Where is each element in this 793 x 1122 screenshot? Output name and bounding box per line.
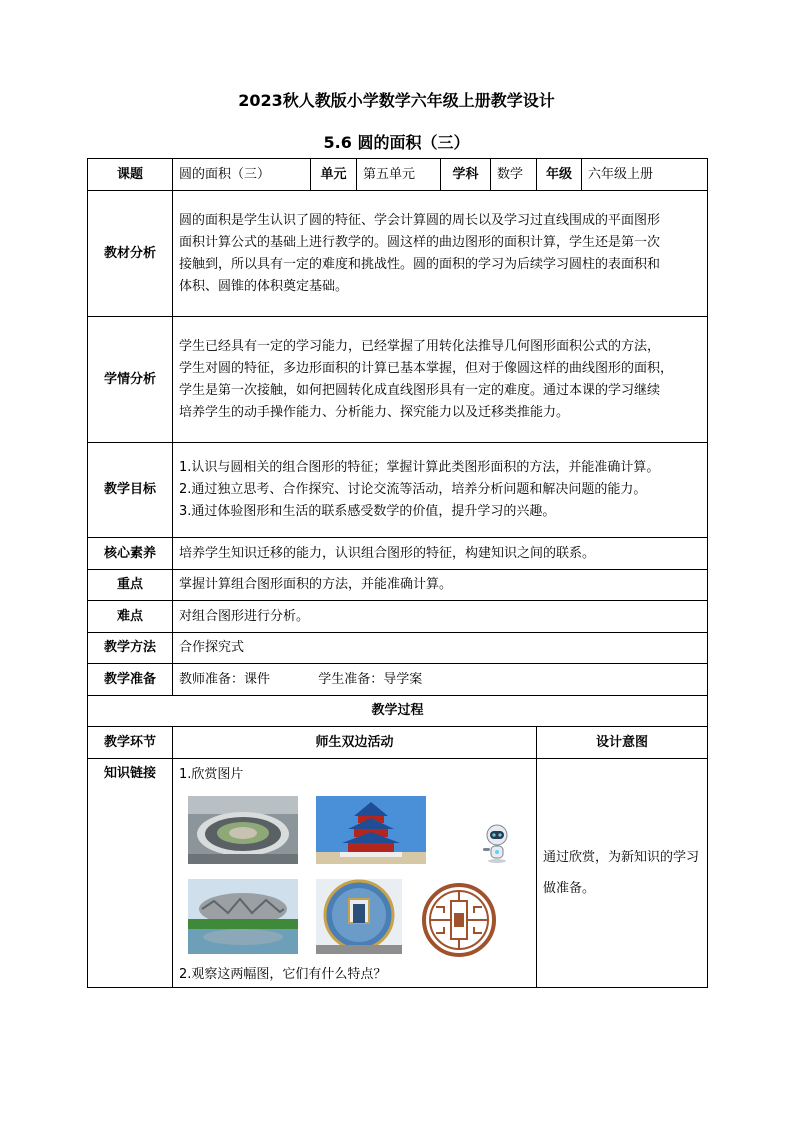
process-columns-row — [88, 727, 708, 759]
process-header-row — [88, 696, 708, 727]
image-gallery — [179, 787, 530, 963]
stage-column-header: 教学环节 — [88, 727, 173, 759]
student-analysis-text — [173, 317, 708, 443]
circular-stadium-photo — [188, 796, 298, 864]
student-prep: 学生准备：导学案 — [318, 671, 423, 687]
material-line: 圆的面积是学生认识了圆的特征、学会计算圆的周长以及学习过直线围成的平面图形 — [179, 212, 661, 228]
step1-text: 1.欣赏图片 — [179, 767, 244, 782]
activity-cell — [173, 759, 537, 988]
core-literacy-text: 培养学生知识迁移的能力，认识组合图形的特征，构建知识之间的联系。 — [173, 538, 708, 570]
intent-line: 通过欣赏，为新知识的学习 — [543, 850, 700, 865]
teaching-goals-text — [173, 443, 708, 538]
subject-label: 学科 — [441, 159, 491, 191]
lesson-plan-table — [87, 158, 708, 988]
teacher-prep: 教师准备：课件 — [179, 671, 271, 687]
student-line: 学生已经具有一定的学习能力，已经掌握了用转化法推导几何图形面积公式的方法， — [179, 338, 661, 354]
method-row — [88, 633, 708, 664]
unit-value: 第五单元 — [357, 159, 441, 191]
student-line: 培养学生的动手操作能力、分析能力、探究能力以及迁移类推能力。 — [179, 404, 570, 420]
subject-value: 数学 — [491, 159, 537, 191]
grade-value: 六年级上册 — [582, 159, 708, 191]
preparation-row — [88, 664, 708, 696]
goal-line: 3.通过体验图形和生活的联系感受数学的价值，提升学习的兴趣。 — [179, 504, 556, 519]
difficulty-row — [88, 601, 708, 633]
temple-of-heaven-photo — [316, 796, 426, 864]
preparation-text — [173, 664, 708, 696]
topic-label: 课题 — [88, 159, 173, 191]
difficulty-label: 难点 — [88, 601, 173, 633]
core-literacy-row — [88, 538, 708, 570]
method-label: 教学方法 — [88, 633, 173, 664]
student-line: 学生是第一次接触，如何把圆转化成直线图形具有一定的难度。通过本课的学习继续 — [179, 382, 661, 398]
student-line: 学生对圆的特征，多边形面积的计算已基本掌握，但对于像圆这样的曲线图形的面积， — [179, 360, 674, 376]
goal-line: 1.认识与圆相关的组合图形的特征；掌握计算此类图形面积的方法，并能准确计算。 — [179, 460, 660, 475]
intent-line: 做准备。 — [543, 881, 596, 896]
material-analysis-text — [173, 191, 708, 317]
key-point-row — [88, 570, 708, 601]
info-row — [88, 159, 708, 191]
unit-label: 单元 — [311, 159, 357, 191]
step2-text: 2.观察这两幅图，它们有什么特点？ — [179, 967, 387, 982]
birds-nest-stadium-photo — [188, 879, 298, 954]
document-title: 2023秋人教版小学数学六年级上册教学设计 — [238, 91, 555, 110]
student-analysis-label: 学情分析 — [88, 317, 173, 443]
key-point-label: 重点 — [88, 570, 173, 601]
robot-assistant-icon — [479, 823, 515, 863]
material-analysis-label: 教材分析 — [88, 191, 173, 317]
material-line: 面积计算公式的基础上进行教学的。圆这样的曲边图形的面积计算，学生还是第一次 — [179, 234, 661, 250]
circular-building-photo — [316, 879, 402, 954]
material-line: 体积、圆锥的体积奠定基础。 — [179, 278, 349, 294]
design-intent-cell — [537, 759, 708, 988]
material-analysis-row — [88, 191, 708, 317]
topic-value: 圆的面积（三） — [173, 159, 311, 191]
material-line: 接触到，所以具有一定的难度和挑战性。圆的面积的学习为后续学习圆柱的表面积和 — [179, 256, 661, 272]
student-analysis-row — [88, 317, 708, 443]
activity-column-header: 师生双边活动 — [173, 727, 537, 759]
knowledge-link-label: 知识链接 — [88, 759, 173, 988]
difficulty-text: 对组合图形进行分析。 — [173, 601, 708, 633]
knowledge-link-row — [88, 759, 708, 988]
core-literacy-label: 核心素养 — [88, 538, 173, 570]
method-text: 合作探究式 — [173, 633, 708, 664]
chinese-window-lattice-icon — [422, 883, 496, 957]
teaching-goals-row — [88, 443, 708, 538]
lesson-title: 5.6 圆的面积（三） — [323, 133, 470, 152]
intent-column-header: 设计意图 — [537, 727, 708, 759]
grade-label: 年级 — [537, 159, 582, 191]
teaching-goals-label: 教学目标 — [88, 443, 173, 538]
key-point-text: 掌握计算组合图形面积的方法，并能准确计算。 — [173, 570, 708, 601]
process-header: 教学过程 — [88, 696, 708, 727]
goal-line: 2.通过独立思考、合作探究、讨论交流等活动，培养分析问题和解决问题的能力。 — [179, 482, 647, 497]
preparation-label: 教学准备 — [88, 664, 173, 696]
